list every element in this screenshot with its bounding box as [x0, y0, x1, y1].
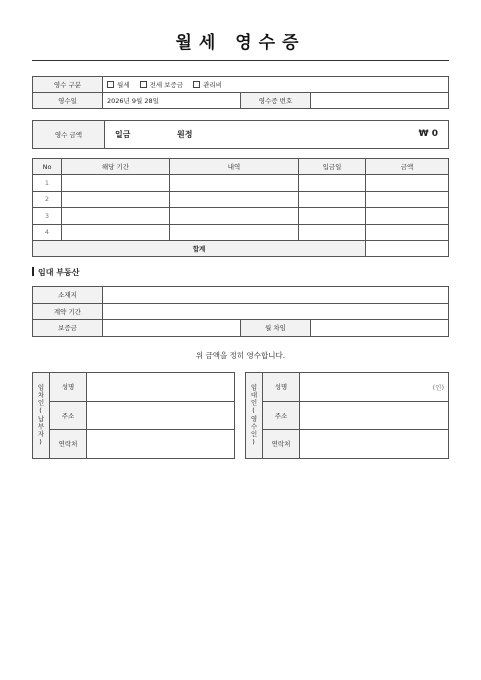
tenant-table [32, 372, 235, 459]
contract-period-label: 계약 기간 [33, 303, 103, 320]
cell-amount[interactable] [366, 208, 449, 225]
row-number: 2 [33, 191, 62, 208]
cell-deposit-date[interactable] [299, 208, 366, 225]
tenant-address-field[interactable] [87, 401, 235, 430]
cell-period[interactable] [62, 208, 170, 225]
confirmation-text: 위 금액을 정히 영수합니다. [195, 351, 286, 360]
landlord-address-field[interactable] [300, 401, 449, 430]
amount-value: ₩ 0 [418, 129, 438, 139]
cell-amount[interactable] [366, 191, 449, 208]
monthly-rent-label: 월 차임 [241, 320, 311, 337]
tenant-contact-field[interactable] [87, 430, 235, 459]
deposit-label: 보증금 [33, 320, 103, 337]
landlord-name-label: 성명 [263, 373, 300, 402]
cell-amount[interactable] [366, 224, 449, 241]
row-number: 4 [33, 224, 62, 241]
amount-label: 영수 금액 [33, 121, 105, 149]
row-number: 1 [33, 175, 62, 192]
items-table [32, 158, 449, 257]
receipt-type-options [103, 77, 449, 93]
col-header-deposit-date: 입금일 [299, 159, 366, 175]
cell-period[interactable] [62, 224, 170, 241]
table-row [33, 224, 449, 241]
property-section-title: 임대 부동산 [32, 267, 79, 278]
table-row [33, 191, 449, 208]
monthly-rent-value[interactable] [311, 320, 449, 337]
option-maintenance[interactable] [193, 81, 222, 89]
checkbox[interactable] [193, 81, 200, 88]
checkbox[interactable] [107, 81, 114, 88]
table-row [33, 208, 449, 225]
col-header-period: 해당 기간 [62, 159, 170, 175]
receipt-date-value[interactable]: 2026년 9월 28일 [103, 93, 241, 109]
col-header-no: No [33, 159, 62, 175]
landlord-contact-field[interactable] [300, 430, 449, 459]
cell-detail[interactable] [170, 208, 299, 225]
col-header-amount: 금액 [366, 159, 449, 175]
receipt-no-value[interactable] [311, 93, 449, 109]
cell-detail[interactable] [170, 191, 299, 208]
title-divider [32, 60, 449, 61]
cell-period[interactable] [62, 191, 170, 208]
landlord-table [245, 372, 449, 459]
option-monthly-rent[interactable] [107, 81, 130, 89]
option-deposit[interactable] [140, 81, 183, 89]
total-amount[interactable] [366, 241, 449, 257]
tenant-name-label: 성명 [50, 373, 87, 402]
amount-prefix: 일금 [115, 130, 131, 139]
cell-detail[interactable] [170, 175, 299, 192]
receipt-info-table [32, 76, 449, 109]
landlord-side-label: 임대인(영수인) [246, 373, 263, 459]
landlord-name-field[interactable] [300, 373, 449, 402]
seal-mark: (인) [432, 383, 444, 392]
page-title: 월세 영수증 [175, 33, 306, 53]
table-header-row [33, 159, 449, 175]
option-label: 월세 [117, 81, 130, 89]
tenant-side-label: 임차인(납부자) [33, 373, 50, 459]
amount-field[interactable] [105, 121, 449, 149]
cell-deposit-date[interactable] [299, 191, 366, 208]
tenant-contact-label: 연락처 [50, 430, 87, 459]
location-value[interactable] [103, 287, 449, 304]
total-row [33, 241, 449, 257]
receipt-no-label: 영수증 번호 [241, 93, 311, 109]
contract-period-value[interactable] [103, 303, 449, 320]
receipt-date-label: 영수일 [33, 93, 103, 109]
landlord-address-label: 주소 [263, 401, 300, 430]
receipt-type-label: 영수 구분 [33, 77, 103, 93]
col-header-detail: 내역 [170, 159, 299, 175]
cell-deposit-date[interactable] [299, 224, 366, 241]
cell-detail[interactable] [170, 224, 299, 241]
tenant-address-label: 주소 [50, 401, 87, 430]
amount-suffix: 원정 [177, 130, 193, 139]
location-label: 소재지 [33, 287, 103, 304]
landlord-contact-label: 연락처 [263, 430, 300, 459]
amount-table [32, 120, 449, 149]
deposit-value[interactable] [103, 320, 241, 337]
cell-deposit-date[interactable] [299, 175, 366, 192]
property-table [32, 286, 449, 337]
table-row [33, 175, 449, 192]
checkbox[interactable] [140, 81, 147, 88]
tenant-name-field[interactable] [87, 373, 235, 402]
option-label: 관리비 [203, 81, 223, 89]
cell-period[interactable] [62, 175, 170, 192]
option-label: 전세 보증금 [149, 81, 184, 89]
row-number: 3 [33, 208, 62, 225]
cell-amount[interactable] [366, 175, 449, 192]
total-label: 합계 [33, 241, 366, 257]
